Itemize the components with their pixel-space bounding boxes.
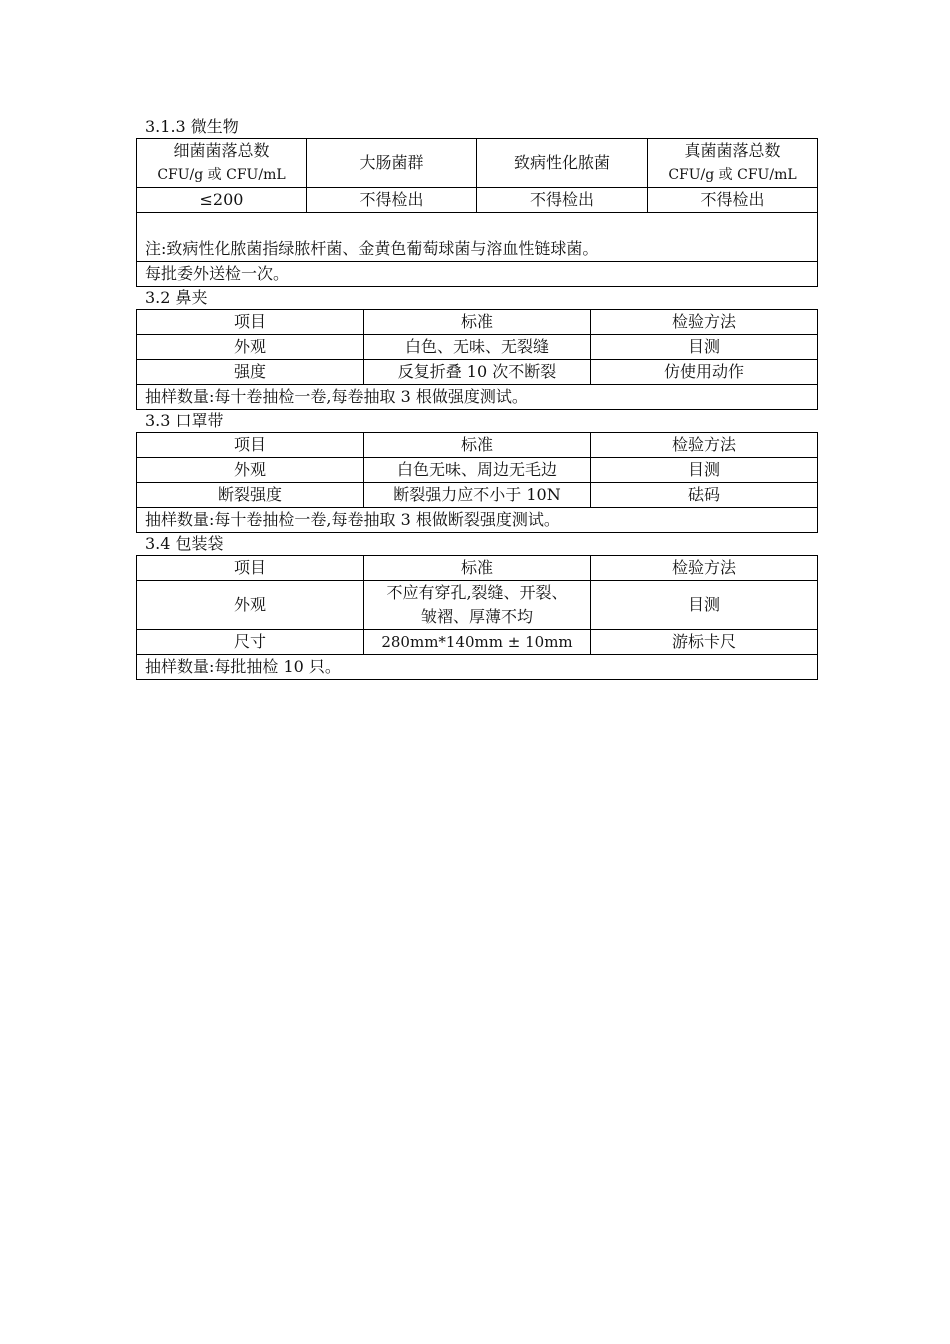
cell-method: 目测 xyxy=(591,335,818,360)
table-header-row xyxy=(137,433,818,458)
cell-standard: 断裂强力应不小于 10N xyxy=(364,483,591,508)
micro-frequency-row xyxy=(137,262,818,287)
header-item: 项目 xyxy=(137,433,364,458)
header-bacteria-count-unit: CFU/g 或 CFU/mL xyxy=(157,167,286,183)
value-fungi-count: 不得检出 xyxy=(648,188,818,213)
cell-item: 外观 xyxy=(137,458,364,483)
sampling-row xyxy=(137,508,818,533)
header-standard: 标准 xyxy=(364,433,591,458)
micro-value-row xyxy=(137,188,818,213)
table-row xyxy=(137,630,818,655)
header-item: 项目 xyxy=(137,556,364,581)
table-header-row xyxy=(137,310,818,335)
cell-method: 目测 xyxy=(591,581,818,630)
cell-method: 目测 xyxy=(591,458,818,483)
header-coliform: 大肠菌群 xyxy=(307,139,477,188)
package-bag-table xyxy=(136,555,818,680)
cell-item: 尺寸 xyxy=(137,630,364,655)
header-method: 检验方法 xyxy=(591,433,818,458)
header-pathogenic-pyogenic: 致病性化脓菌 xyxy=(477,139,648,188)
value-pathogenic-pyogenic: 不得检出 xyxy=(477,188,648,213)
value-bacteria-count: ≤200 xyxy=(137,188,307,213)
section-heading-mask-strap: 3.3 口罩带 xyxy=(145,411,224,430)
section-heading-micro: 3.1.3 微生物 xyxy=(145,117,239,136)
micro-frequency: 每批委外送检一次。 xyxy=(137,262,818,287)
header-standard: 标准 xyxy=(364,556,591,581)
sampling-row xyxy=(137,655,818,680)
header-fungi-count-title: 真菌菌落总数 xyxy=(684,141,781,160)
cell-standard: 反复折叠 10 次不断裂 xyxy=(364,360,591,385)
cell-item: 断裂强度 xyxy=(137,483,364,508)
document-content xyxy=(136,116,817,680)
cell-method: 仿使用动作 xyxy=(591,360,818,385)
cell-item: 外观 xyxy=(137,581,364,630)
cell-method: 砝码 xyxy=(591,483,818,508)
value-coliform: 不得检出 xyxy=(307,188,477,213)
table-row xyxy=(137,581,818,630)
cell-standard xyxy=(364,581,591,630)
table-row xyxy=(137,458,818,483)
table-row xyxy=(137,483,818,508)
sampling-note: 抽样数量:每批抽检 10 只。 xyxy=(137,655,818,680)
table-row xyxy=(137,360,818,385)
cell-standard: 白色无味、周边无毛边 xyxy=(364,458,591,483)
header-item: 项目 xyxy=(137,310,364,335)
sampling-row xyxy=(137,385,818,410)
micro-note-row xyxy=(137,213,818,262)
mask-strap-table xyxy=(136,432,818,533)
table-header-row xyxy=(137,556,818,581)
nose-clip-table xyxy=(136,309,818,410)
header-standard: 标准 xyxy=(364,310,591,335)
micro-table xyxy=(136,138,818,287)
cell-item: 外观 xyxy=(137,335,364,360)
cell-method: 游标卡尺 xyxy=(591,630,818,655)
header-method: 检验方法 xyxy=(591,556,818,581)
micro-header-row xyxy=(137,139,818,188)
section-heading-package-bag: 3.4 包装袋 xyxy=(145,534,224,553)
micro-note: 注:致病性化脓菌指绿脓杆菌、金黄色葡萄球菌与溶血性链球菌。 xyxy=(137,213,818,262)
header-bacteria-count-title: 细菌菌落总数 xyxy=(173,141,270,160)
cell-item: 强度 xyxy=(137,360,364,385)
cell-standard: 白色、无味、无裂缝 xyxy=(364,335,591,360)
cell-standard-line-1: 不应有穿孔,裂缝、开裂、 xyxy=(386,583,568,602)
sampling-note: 抽样数量:每十卷抽检一卷,每卷抽取 3 根做断裂强度测试。 xyxy=(137,508,818,533)
section-heading-nose-clip: 3.2 鼻夹 xyxy=(145,288,208,307)
cell-standard-line-2: 皱褶、厚薄不均 xyxy=(420,607,533,626)
sampling-note: 抽样数量:每十卷抽检一卷,每卷抽取 3 根做强度测试。 xyxy=(137,385,818,410)
header-fungi-count xyxy=(648,139,818,188)
header-bacteria-count xyxy=(137,139,307,188)
header-method: 检验方法 xyxy=(591,310,818,335)
cell-standard: 280mm*140mm ± 10mm xyxy=(364,630,591,655)
table-row xyxy=(137,335,818,360)
header-fungi-count-unit: CFU/g 或 CFU/mL xyxy=(668,167,797,183)
